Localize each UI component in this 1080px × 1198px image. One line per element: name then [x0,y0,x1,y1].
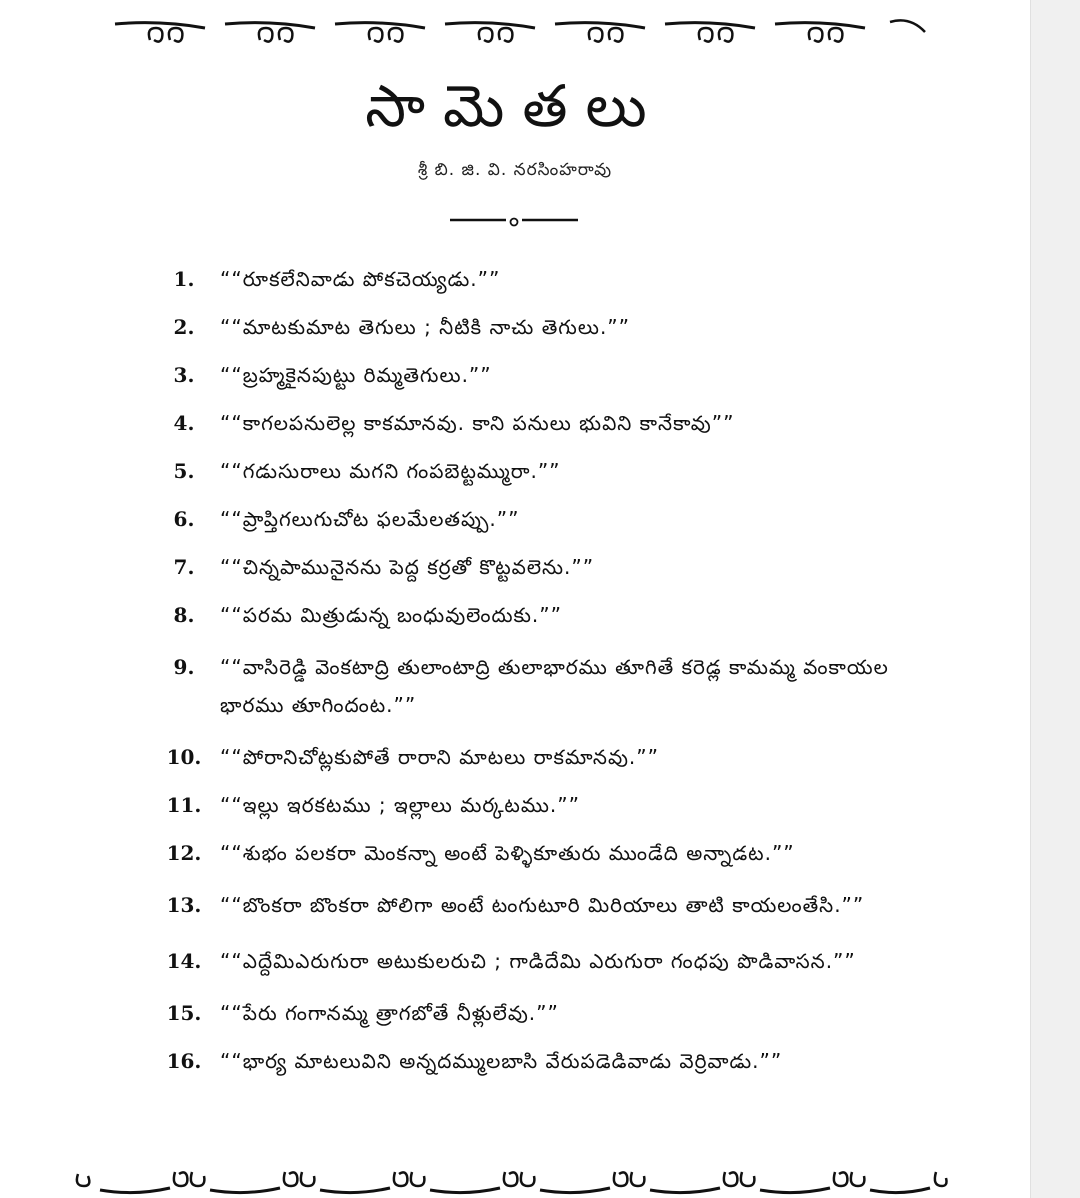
proverb-number: 9. [173,655,195,679]
proverb-text: ““గడుసురాలు మగని గంపబెట్టమ్మురా.”” [220,459,561,483]
proverb-text: ““ప్రాప్తిగలుగుచోట ఫలమేలతప్పు.”” [220,507,520,531]
page-title: సామెతలు [365,72,665,140]
proverb-text: ““పరమ మిత్రుడున్న బంధువులెందుకు.”” [220,603,562,627]
proverb-number: 13. [166,893,202,917]
proverb-text: ““పేరు గంగానమ్మ త్రాగబోతే నీళ్లులేవు.”” [220,1001,559,1025]
proverb-text: ““బొంకరా బొంకరా పోలిగా అంటే టంగుటూరి మిరియాలు తాటి కాయలంతేసి.”” [220,893,865,917]
proverb-text: ““మాటకుమాట తెగులు ; నీటికి నాచు తెగులు.”” [220,315,631,339]
proverb-item [148,742,958,772]
proverb-number: 15. [166,1001,202,1025]
proverb-item [148,264,958,294]
proverb-item [148,552,958,582]
proverb-text: ““కాగలపనులెల్ల కాకమానవు. కాని పనులు భువిని కానేకావు”” [220,411,735,435]
proverb-item [148,312,958,342]
proverb-text: ““పోరానిచోట్లకుపోతే రారాని మాటలు రాకమానవు.”” [220,745,659,769]
proverb-text: ““రూకలేనివాడు పోకచెయ్యడు.”” [220,267,501,291]
proverb-item [148,408,958,438]
proverb-item [148,790,958,820]
proverb-text: ““భార్య మాటలువిని అన్నదమ్ములబాసి వేరుపడెడివాడు వెర్రివాడు.”” [220,1049,783,1073]
proverb-number: 6. [173,507,195,531]
proverb-item [148,886,958,924]
author-byline: శ్రీ బి. జి. వి. నరసింహరావు [417,160,613,180]
proverb-item [148,942,958,980]
proverb-text: ““బ్రహ్మకైనపుట్టు రిమ్మతెగులు.”” [220,363,492,387]
section-divider [448,210,580,230]
proverb-number: 5. [173,459,195,483]
viewer-right-gutter [1030,0,1080,1198]
proverb-item [148,838,958,868]
proverb-text: ““వాసిరెడ్డి వెంకటాద్రి తులాంటాద్రి తులాభారము తూగితే కరెడ్ల కామమ్మ వంకాయల భారము తూగిందంట.”” [220,655,889,717]
proverb-text: ““ఎద్దేమిఎరుగురా అటుకులరుచి ; గాడిదేమి ఎరుగురా గంధపు పొడివాసన.”” [220,949,856,973]
proverb-item [148,360,958,390]
proverb-number: 14. [166,949,202,973]
proverb-text: ““శుభం పలకరా మెంకన్నా అంటే పెళ్ళికూతురు ముండేది అన్నాడట.”” [220,841,795,865]
proverb-number: 10. [166,745,202,769]
proverb-item [148,600,958,630]
proverb-number: 1. [173,267,195,291]
proverb-item [148,504,958,534]
proverb-list [148,264,958,1094]
proverb-item [148,456,958,486]
proverb-text: ““ఇల్లు ఇరకటము ; ఇల్లాలు మర్కటము.”” [220,793,581,817]
proverb-number: 8. [173,603,195,627]
proverb-number: 4. [173,411,195,435]
proverb-number: 11. [166,793,202,817]
proverb-item [148,648,958,724]
proverb-text: ““చిన్నపామునైనను పెద్ద కర్రతో కొట్టవలెను.”” [220,555,595,579]
proverb-number: 2. [173,315,195,339]
proverb-number: 12. [166,841,202,865]
bottom-ornamental-border [70,1164,950,1198]
top-ornamental-border [110,10,930,46]
proverb-number: 16. [166,1049,202,1073]
proverb-number: 7. [173,555,195,579]
proverb-item [148,1046,958,1076]
proverb-number: 3. [173,363,195,387]
proverb-item [148,998,958,1028]
